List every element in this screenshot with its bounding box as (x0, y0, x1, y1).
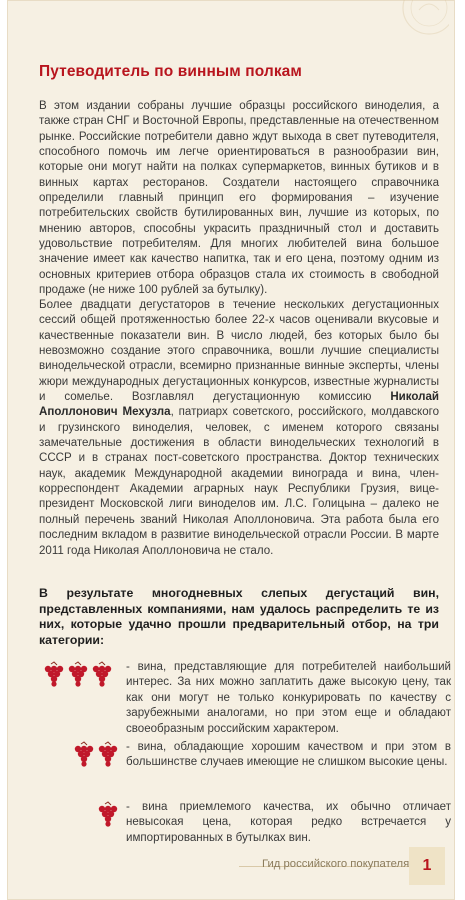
brochure-page (7, 0, 455, 900)
grape-cluster-icon (99, 742, 117, 767)
category-text: - вина, обладающие хорошим качеством и при этом в большинстве случаев имеющие не слишком высокие цены. (126, 741, 451, 769)
grape-cluster-icon (99, 802, 117, 827)
page-number: 1 (409, 847, 445, 885)
page-title: Путеводитель по винным полкам (39, 63, 302, 80)
emblem-icon (389, 0, 449, 44)
grape-rating-3 (39, 660, 119, 690)
categories-lead: В результате многодневных слепых дегустаций вин, представленных компаниями, нам удалось распределить те из них, которые удачно прошли предварительный отбор, на три категории: (39, 586, 439, 647)
chief-taster-name: Николай Аполлонович Мехузла (39, 391, 439, 419)
intro-paragraph: В этом издании собраны лучшие образцы российского виноделия, а также стран СНГ и Восточной Европы, представленные на отечественном рынке. Российские потребители давно ждут выхода в свет путеводителя, способного помочь им легче ориентироваться в разнообразии вин, которые они могут найти на полках супермаркетов, винных бутиков и в винных картах ресторанов. Создатели настоящего справочника определили главный принцип его формирования – изучение потребительских свойств бутилированных вин, лучшие из которых, по мнению авторов, способны украсить праздничный стол и доставить удовольствие потребителям. Для многих любителей вина большое значение имеет как качество напитка, так и его цена, поэтому одним из основных критериев отбора образцов стала их стоимость в свободной продаже (не ниже 100 рублей за бутылку). (39, 100, 439, 297)
category-item (39, 660, 449, 740)
jury-text-start: Более двадцати дегустаторов в течение нескольких дегустационных сессий общей протяженностью более 22-х часов оценивали вкусовые и качественные показатели вин. В число людей, без которых было бы невозможно создание этого справочника, вошли лучшие специалисты винодельческой отрасли, всемирно признанные винные эксперты, члены жюри международных дегустационных конкурсов, известные журналисты и сомелье. Возглавлял дегустационную комиссию (39, 299, 439, 404)
jury-text-end: , патриарх советского, российского, молдавского и грузинского виноделия, человек, с именем которого связаны замечательные достижения в области винодельческих технологий в СССР и в странах пост-советского пространства. Доктор технических наук, академик Международной академии винограда и вина, член-корреспондент Академии аграрных наук Республики Грузия, вице-президент Московской лиги виноделов им. Л.С. Голицына – далеко не полный перечень званий Николая Аполлоновича. Эта работа была его последним вкладом в развитие винодельческой отрасли России. В марте 2011 года Николая Аполлоновича не стало. (39, 406, 439, 557)
footer-label: Гид российского покупателя (262, 858, 410, 870)
category-text: - вина, представляющие для потребителей наибольший интерес. За них можно заплатить даже высокую цену, так как они могут не только конкурировать по качеству с зарубежными аналогами, но при этом еще и обладают своеобразным российским характером. (126, 661, 451, 735)
grape-cluster-icon (45, 662, 63, 687)
grape-cluster-icon (75, 742, 93, 767)
jury-paragraph (39, 298, 439, 559)
category-text: - вина приемлемого качества, их обычно отличает невысокая цена, которая редко встречается у импортированных в бутылках вин. (126, 801, 451, 844)
grape-cluster-icon (93, 662, 111, 687)
grape-rating-2 (39, 740, 119, 770)
grape-cluster-icon (69, 662, 87, 687)
grape-rating-1 (39, 800, 119, 830)
